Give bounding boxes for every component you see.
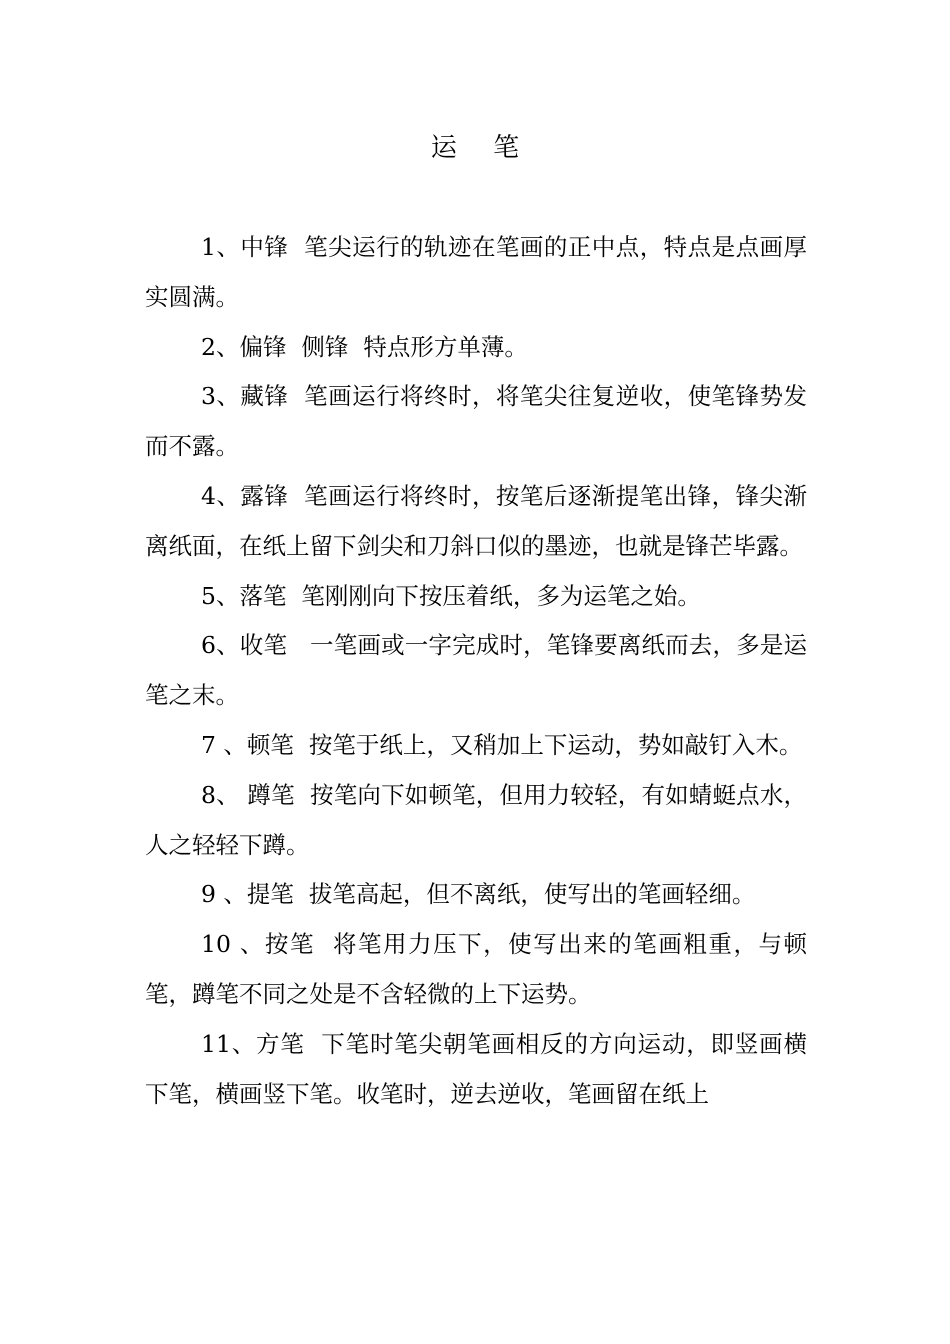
paragraph-dunbi-squat: 8、 蹲笔 按笔向下如顿笔，但用力较轻，有如蜻蜓点水，人之轻轻下蹲。 (145, 780, 807, 859)
page-title: 运 笔 (430, 133, 534, 163)
paragraph-zhongfeng: 1、中锋 笔尖运行的轨迹在笔画的正中点，特点是点画厚实圆满。 (145, 233, 807, 311)
paragraph-dunbi: 7 、顿笔 按笔于纸上，又稍加上下运动，势如敲钉入木。 (201, 730, 803, 759)
paragraph-tibi: 9 、提笔 拔笔高起，但不离纸，使写出的笔画轻细。 (201, 880, 756, 909)
paragraph-pianfeng: 2、偏锋 侧锋 特点形方单薄。 (201, 332, 528, 361)
paragraph-shoubi: 6、收笔 一笔画或一字完成时，笔锋要离纸而去，多是运笔之末。 (145, 631, 807, 710)
paragraph-fangbi: 11、方笔 下笔时笔尖朝笔画相反的方向运动，即竖画横下笔，横画竖下笔。收笔时，逆去逆收，笔画留在纸上 (145, 1029, 807, 1108)
paragraph-anbi: 10 、按笔 将笔用力压下，使写出来的笔画粗重，与顿笔，蹲笔不同之处是不含轻微的上下运势。 (145, 930, 807, 1008)
paragraph-cangfeng: 3、藏锋 笔画运行将终时，将笔尖往复逆收，使笔锋势发而不露。 (145, 382, 807, 461)
document-body (145, 223, 807, 1119)
paragraph-lufeng: 4、露锋 笔画运行将终时，按笔后逐渐提笔出锋，锋尖渐离纸面，在纸上留下剑尖和刀斜口似的墨迹，也就是锋芒毕露。 (145, 481, 807, 560)
paragraph-luobi: 5、落笔 笔刚刚向下按压着纸，多为运笔之始。 (201, 581, 701, 610)
